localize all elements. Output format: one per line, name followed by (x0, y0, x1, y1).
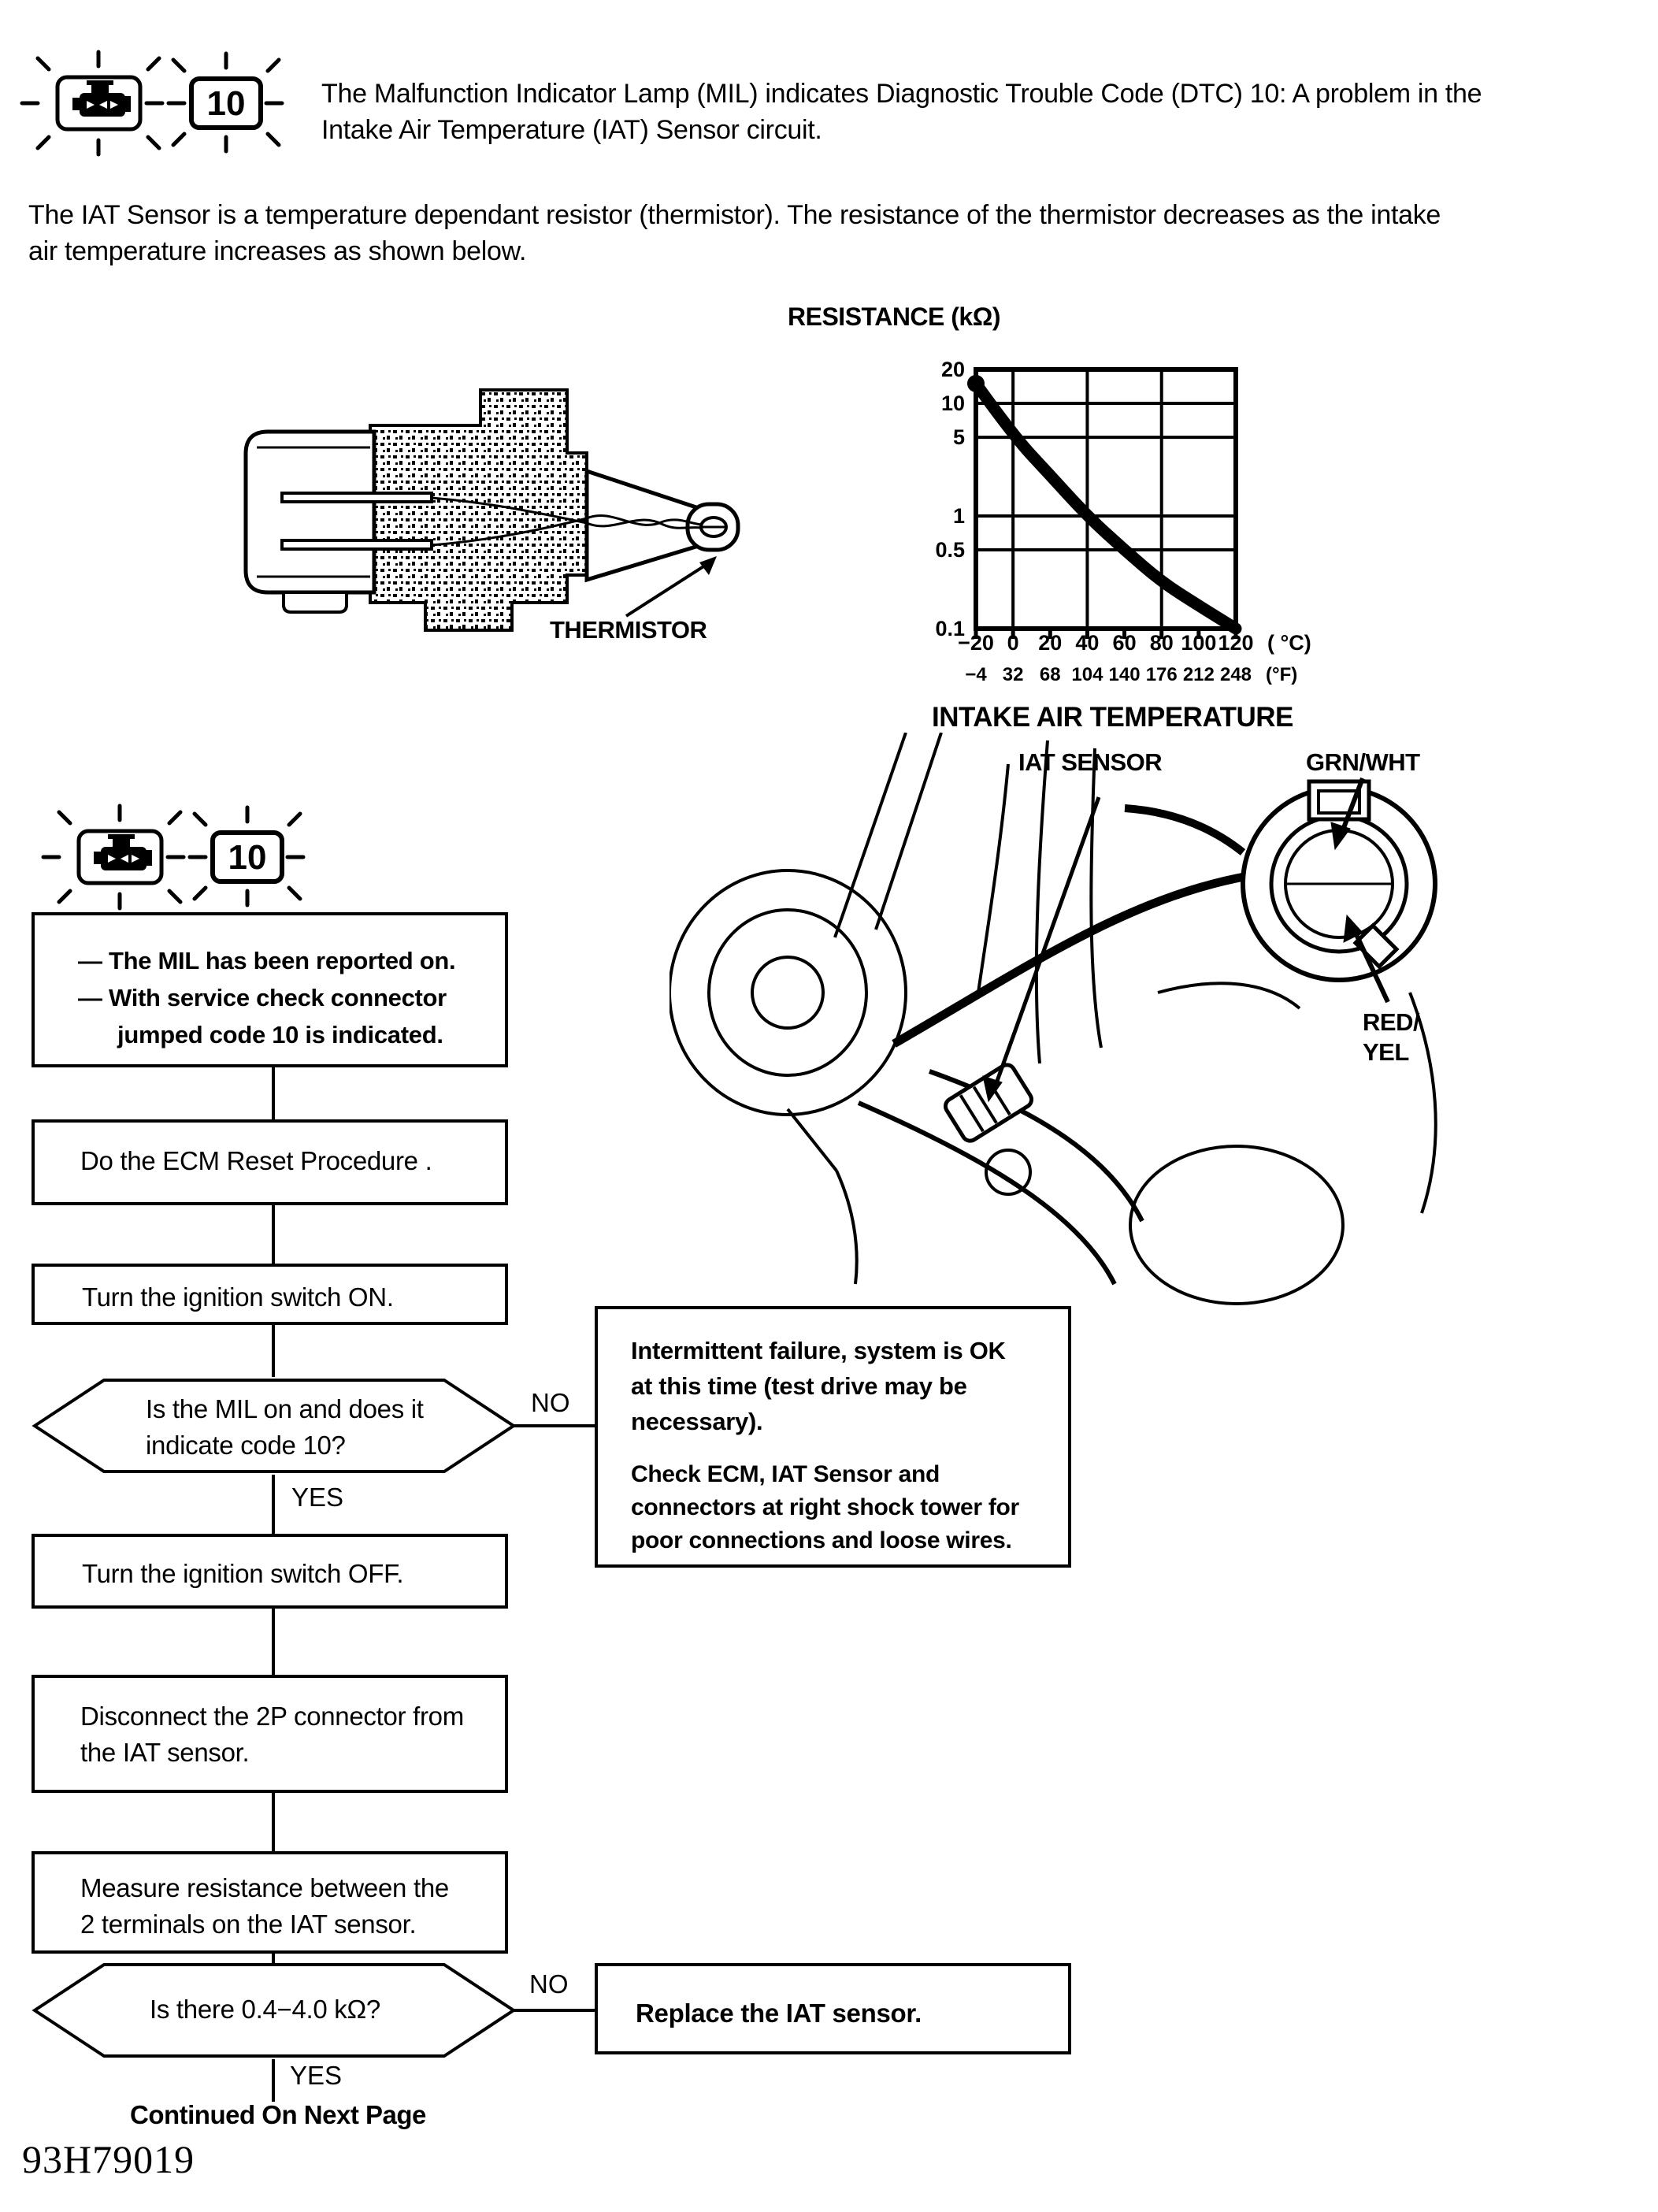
grn-wht-label: GRN/WHT (1306, 748, 1420, 776)
engine-oval (1130, 1146, 1343, 1304)
note-line: — With service check connector (78, 984, 447, 1011)
svg-text:(°F): (°F) (1266, 664, 1298, 685)
note-line: jumped code 10 is indicated. (117, 1021, 443, 1048)
iat-sensor-arrow (996, 797, 1099, 1083)
step-disconnect-line1: Disconnect the 2P connector from (80, 1702, 464, 1731)
iat-sensor-drawing (943, 1062, 1035, 1144)
iat-sensor-label: IAT SENSOR (1018, 748, 1163, 776)
note-line: — The MIL has been reported on. (78, 947, 456, 974)
svg-text:0: 0 (1007, 631, 1019, 655)
flow-connector (272, 1475, 275, 1534)
engine-bay-figure (670, 733, 1654, 1316)
action-replace-box (595, 1963, 1071, 2054)
svg-text:0.1: 0.1 (935, 617, 965, 640)
sensor-connector-housing (246, 432, 374, 592)
flow-connector (272, 1793, 275, 1851)
red-yel-label-line2: YEL (1363, 1038, 1409, 1066)
decision-mil-line1: Is the MIL on and does it (146, 1394, 424, 1423)
code-number: 10 (206, 84, 246, 123)
svg-text:80: 80 (1149, 631, 1174, 655)
flow-connector (272, 1067, 275, 1119)
svg-text:40: 40 (1075, 631, 1100, 655)
flow-connector (272, 1609, 275, 1675)
svg-text:20: 20 (940, 358, 965, 381)
dtc-description-line1: The Malfunction Indicator Lamp (MIL) indicates Diagnostic Trouble Code (DTC) 10: A problem in the (321, 79, 1482, 109)
chart-title: RESISTANCE (kΩ) (788, 302, 1001, 331)
document-number: 93H79019 (22, 2137, 195, 2181)
step-ignition-on-box (32, 1264, 508, 1325)
intermittent-line: Check ECM, IAT Sensor and (631, 1461, 940, 1487)
flow-connector (272, 1325, 275, 1377)
no-connector-1 (514, 1424, 595, 1427)
wire-harness (894, 876, 1248, 1044)
housing-lock-tab (284, 592, 347, 612)
svg-text:( °C): ( °C) (1267, 631, 1311, 655)
step-disconnect-line2: the IAT sensor. (80, 1738, 250, 1767)
terminal-pin-bottom (282, 540, 432, 549)
intro-line2: air temperature increases as shown below. (28, 236, 527, 266)
chart-x-axis-title: INTAKE AIR TEMPERATURE (932, 702, 1293, 733)
svg-text:10: 10 (940, 392, 965, 416)
step-disconnect-box (32, 1675, 508, 1793)
no-connector-2 (514, 2009, 595, 2012)
thermistor-label: THERMISTOR (550, 616, 707, 644)
intermittent-failure-box (595, 1306, 1071, 1568)
svg-text:248: 248 (1219, 664, 1252, 685)
sensor-flange (370, 390, 587, 630)
connector-inset (1243, 781, 1435, 980)
step-ignition-off-box (32, 1534, 508, 1609)
svg-text:100: 100 (1181, 631, 1217, 655)
flow-connector (272, 2059, 275, 2102)
flowchart-notes-box (32, 912, 508, 1067)
red-yel-label-line1: RED/ (1363, 1008, 1420, 1036)
step-measure-line2: 2 terminals on the IAT sensor. (80, 1910, 417, 1939)
intermittent-line: connectors at right shock tower for (631, 1494, 1019, 1520)
svg-text:−4: −4 (965, 664, 987, 685)
no-label-1: NO (531, 1388, 570, 1417)
intermittent-line: Intermittent failure, system is OK (631, 1337, 1006, 1364)
decision-mil-line2: indicate code 10? (146, 1431, 346, 1460)
continued-note: Continued On Next Page (130, 2100, 426, 2129)
thermistor-arrow (626, 564, 707, 616)
step-measure-line1: Measure resistance between the (80, 1873, 449, 1902)
thermistor-arrowhead (699, 556, 717, 575)
flow-connector (272, 1205, 275, 1264)
mil-lamp-icon (14, 46, 329, 172)
action-replace-text: Replace the IAT sensor. (636, 1999, 922, 2028)
svg-text:32: 32 (1002, 664, 1024, 685)
step-ecm-reset-text: Do the ECM Reset Procedure . (80, 1146, 432, 1175)
intermittent-line: poor connections and loose wires. (631, 1527, 1012, 1553)
step-measure-box (32, 1851, 508, 1954)
intermittent-line: at this time (test drive may be (631, 1372, 967, 1400)
svg-text:20: 20 (1038, 631, 1063, 655)
intermittent-line: necessary). (631, 1408, 763, 1435)
intro-line1: The IAT Sensor is a temperature dependant resistor (thermistor). The resistance of the thermistor decreases as the intake (28, 200, 1441, 230)
no-label-2: NO (529, 1969, 569, 1999)
yes-label-1: YES (291, 1483, 344, 1512)
svg-text:104: 104 (1071, 664, 1103, 685)
svg-text:140: 140 (1108, 664, 1141, 685)
terminal-pin-top (282, 493, 432, 502)
brake-booster (670, 870, 906, 1115)
svg-text:176: 176 (1145, 664, 1178, 685)
svg-text:1: 1 (952, 504, 965, 529)
step-ignition-off-text: Turn the ignition switch OFF. (82, 1559, 404, 1588)
code-number-2: 10 (228, 838, 267, 877)
svg-text:120: 120 (1218, 631, 1254, 655)
step-ignition-on-text: Turn the ignition switch ON. (82, 1282, 394, 1312)
svg-text:68: 68 (1039, 664, 1061, 685)
svg-text:212: 212 (1182, 664, 1215, 685)
yes-label-2: YES (290, 2061, 343, 2090)
step-ecm-reset-box (32, 1119, 508, 1205)
svg-text:0.5: 0.5 (935, 538, 965, 562)
svg-text:60: 60 (1112, 631, 1137, 655)
dtc-description-line2: Intake Air Temperature (IAT) Sensor circuit. (321, 115, 822, 145)
svg-text:−20: −20 (958, 631, 994, 655)
mil-lamp-icon-2 (35, 800, 351, 926)
decision-resistance-text: Is there 0.4−4.0 kΩ? (150, 1995, 380, 2024)
svg-text:5: 5 (952, 425, 965, 450)
